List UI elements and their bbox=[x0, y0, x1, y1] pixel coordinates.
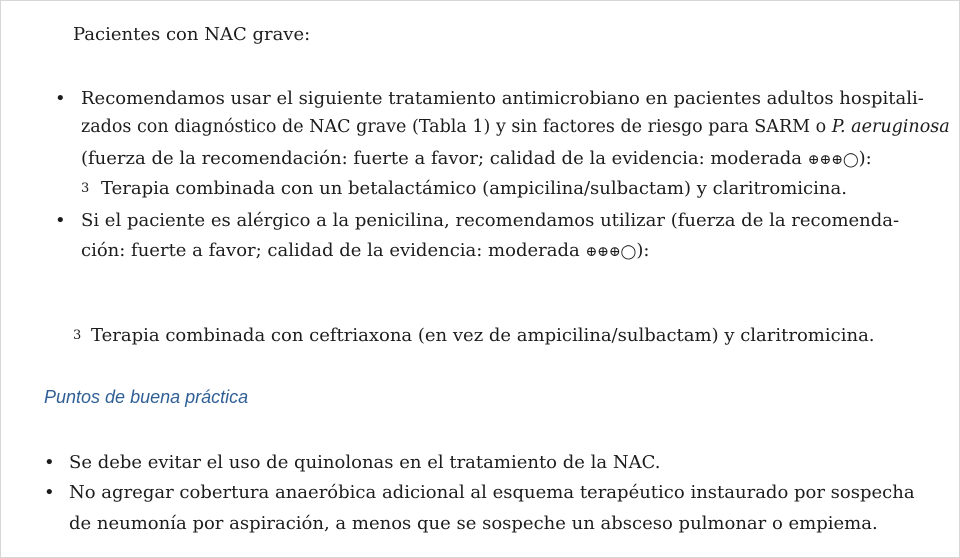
recommendation-line: Si el paciente es alérgico a la penicilina, recomendamos utilizar (fuerza de la recomenda- bbox=[81, 210, 900, 231]
evidence-quality-icon: ⊕⊕⊕◯ bbox=[807, 152, 859, 168]
sub-item-marker: 3 bbox=[73, 328, 82, 343]
section-title: Pacientes con NAC grave: bbox=[73, 24, 311, 45]
recommendation-line: (fuerza de la recomendación: fuerte a favor; calidad de la evidencia: moderada ⊕⊕⊕◯): bbox=[81, 148, 872, 169]
sub-item-text: Terapia combinada con un betalactámico (ampicilina/sulbactam) y claritromicina. bbox=[101, 178, 847, 199]
bullet-icon: • bbox=[44, 482, 55, 503]
sub-item-text: Terapia combinada con ceftriaxona (en vez de ampicilina/sulbactam) y claritromicina. bbox=[91, 325, 875, 346]
sub-item-marker: 3 bbox=[81, 181, 90, 196]
bullet-icon: • bbox=[55, 88, 66, 109]
bullet-icon: • bbox=[44, 452, 55, 473]
pathogen-term: P. aeruginosa bbox=[831, 117, 950, 137]
recommendation-line: ción: fuerte a favor; calidad de la evidencia: moderada ⊕⊕⊕◯): bbox=[81, 240, 650, 261]
recommendation-line: zados con diagnóstico de NAC grave (Tabla 1) y sin factores de riesgo para SARM o P. aeruginosa bbox=[81, 117, 950, 137]
good-practice-heading: Puntos de buena práctica bbox=[44, 387, 249, 407]
recommendation-line: Recomendamos usar el siguiente tratamiento antimicrobiano en pacientes adultos hospitali- bbox=[81, 88, 924, 109]
good-practice-line: de neumonía por aspiración, a menos que se sospeche un absceso pulmonar o empiema. bbox=[69, 513, 878, 534]
bullet-icon: • bbox=[55, 210, 66, 231]
good-practice-line: No agregar cobertura anaeróbica adicional al esquema terapéutico instaurado por sospecha bbox=[69, 482, 915, 503]
evidence-quality-icon: ⊕⊕⊕◯ bbox=[585, 244, 637, 260]
good-practice-line: Se debe evitar el uso de quinolonas en el tratamiento de la NAC. bbox=[69, 452, 661, 473]
